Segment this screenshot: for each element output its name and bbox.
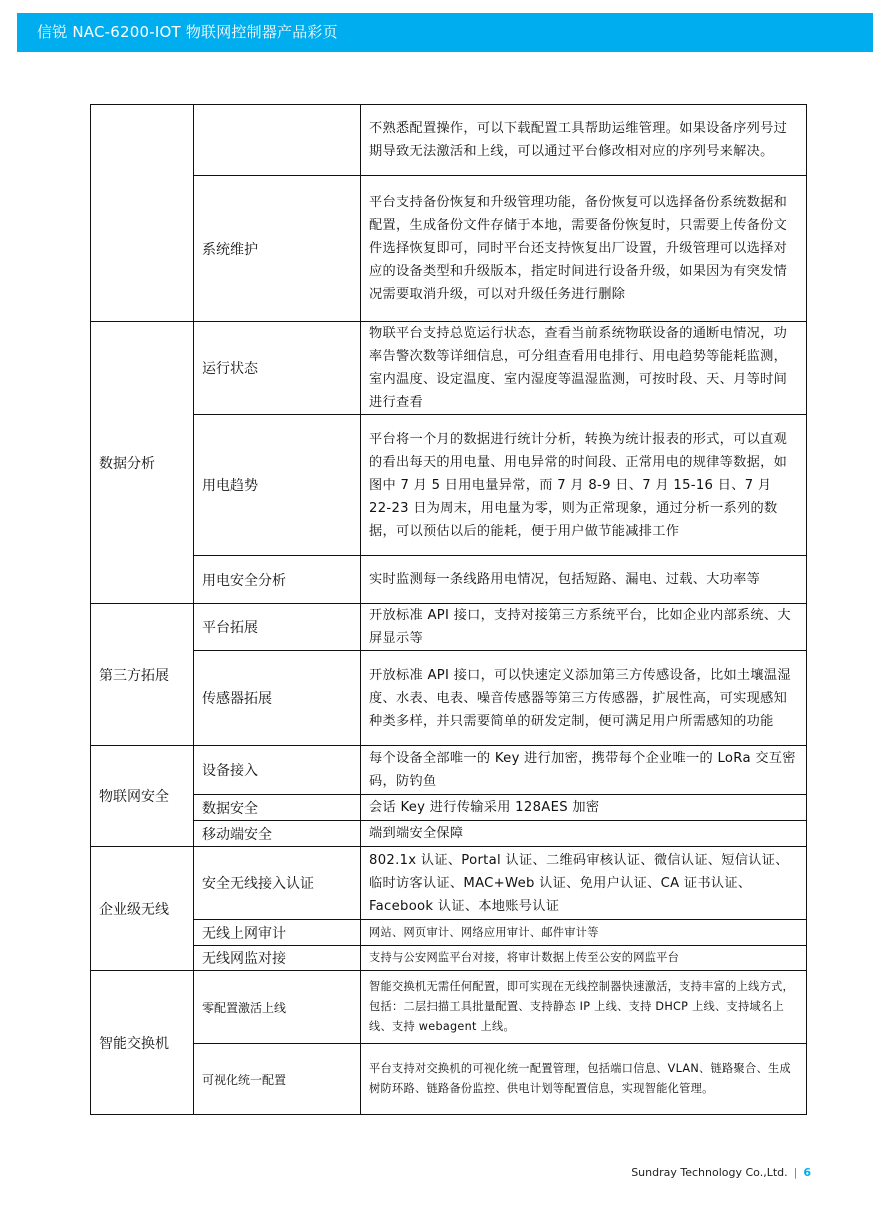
feature-cell: 传感器拓展 [194, 651, 361, 746]
category-cell [91, 105, 194, 322]
feature-cell: 用电趋势 [194, 415, 361, 556]
description-cell: 物联平台支持总览运行状态，查看当前系统物联设备的通断电情况，功率告警次数等详细信息，可分组查看用电排行、用电趋势等能耗监测，室内温度、设定温度、室内湿度等温湿监测，可按时段、天、月等时间进行查看 [361, 322, 807, 415]
description-cell: 平台支持备份恢复和升级管理功能，备份恢复可以选择备份系统数据和配置，生成备份文件存储于本地，需要备份恢复时，只需要上传备份文件选择恢复即可，同时平台还支持恢复出厂设置，升级管理可以选择对应的设备类型和升级版本，指定时间进行设备升级，如果因为有突发情况需要取消升级，可以对升级任务进行删除 [361, 176, 807, 322]
table-row [91, 176, 807, 322]
category-cell: 物联网安全 [91, 746, 194, 847]
page-number: 6 [803, 1166, 811, 1179]
feature-cell: 移动端安全 [194, 821, 361, 847]
table-row [91, 1044, 807, 1115]
description-cell: 实时监测每一条线路用电情况，包括短路、漏电、过载、大功率等 [361, 556, 807, 604]
description-cell: 端到端安全保障 [361, 821, 807, 847]
table-row [91, 556, 807, 604]
feature-cell: 数据安全 [194, 795, 361, 821]
description-cell: 平台将一个月的数据进行统计分析，转换为统计报表的形式，可以直观的看出每天的用电量、用电异常的时间段、正常用电的规律等数据，如图中 7 月 5 日用电量异常，而 7 月 8-9 日、7 月 15-16 日、7 月 22-23 日为周末，用电量为零，则为正常现象，通过分析一系列的数据，可以预估以后的能耗，便于用户做节能减排工作 [361, 415, 807, 556]
page-header-title: 信锐 NAC-6200-IOT 物联网控制器产品彩页 [37, 23, 338, 41]
page-header-bar [17, 13, 873, 52]
description-cell: 网站、网页审计、网络应用审计、邮件审计等 [361, 920, 807, 946]
description-cell: 不熟悉配置操作，可以下载配置工具帮助运维管理。如果设备序列号过期导致无法激活和上线，可以通过平台修改相对应的序列号来解决。 [361, 105, 807, 176]
description-cell: 支持与公安网监平台对接，将审计数据上传至公安的网监平台 [361, 946, 807, 971]
feature-cell: 零配置激活上线 [194, 971, 361, 1044]
table-row [91, 795, 807, 821]
feature-cell: 无线网监对接 [194, 946, 361, 971]
footer-company: Sundray Technology Co.,Ltd. [631, 1166, 788, 1179]
table-row [91, 651, 807, 746]
footer-separator: | [793, 1166, 798, 1179]
description-cell: 802.1x 认证、Portal 认证、二维码审核认证、微信认证、短信认证、临时访客认证、MAC+Web 认证、免用户认证、CA 证书认证、Facebook 认证、本地账号认证 [361, 847, 807, 920]
description-cell: 智能交换机无需任何配置，即可实现在无线控制器快速激活，支持丰富的上线方式，包括：二层扫描工具批量配置、支持静态 IP 上线、支持 DHCP 上线、支持域名上线、支持 webagent 上线。 [361, 971, 807, 1044]
table-row [91, 415, 807, 556]
table-row [91, 604, 807, 651]
table-row [91, 946, 807, 971]
table-row [91, 322, 807, 415]
table-row [91, 821, 807, 847]
description-cell: 开放标准 API 接口，支持对接第三方系统平台，比如企业内部系统、大屏显示等 [361, 604, 807, 651]
category-cell: 第三方拓展 [91, 604, 194, 746]
feature-cell: 安全无线接入认证 [194, 847, 361, 920]
feature-cell: 无线上网审计 [194, 920, 361, 946]
table-row [91, 920, 807, 946]
table-row [91, 746, 807, 795]
description-cell: 每个设备全部唯一的 Key 进行加密，携带每个企业唯一的 LoRa 交互密码，防钓鱼 [361, 746, 807, 795]
feature-cell: 系统维护 [194, 176, 361, 322]
feature-cell: 用电安全分析 [194, 556, 361, 604]
category-cell: 企业级无线 [91, 847, 194, 971]
feature-cell: 运行状态 [194, 322, 361, 415]
feature-spec-table [90, 104, 807, 1115]
category-cell: 智能交换机 [91, 971, 194, 1115]
feature-cell: 设备接入 [194, 746, 361, 795]
feature-cell: 可视化统一配置 [194, 1044, 361, 1115]
description-cell: 会话 Key 进行传输采用 128AES 加密 [361, 795, 807, 821]
description-cell: 开放标准 API 接口，可以快速定义添加第三方传感设备，比如土壤温湿度、水表、电表、噪音传感器等第三方传感器，扩展性高，可实现感知种类多样，并只需要简单的研发定制，便可满足用户所需感知的功能 [361, 651, 807, 746]
category-cell: 数据分析 [91, 322, 194, 604]
description-cell: 平台支持对交换机的可视化统一配置管理，包括端口信息、VLAN、链路聚合、生成树防环路、链路备份监控、供电计划等配置信息，实现智能化管理。 [361, 1044, 807, 1115]
table-row [91, 847, 807, 920]
page-footer [631, 1166, 811, 1179]
table-row [91, 105, 807, 176]
feature-cell: 平台拓展 [194, 604, 361, 651]
feature-cell [194, 105, 361, 176]
table-row [91, 971, 807, 1044]
